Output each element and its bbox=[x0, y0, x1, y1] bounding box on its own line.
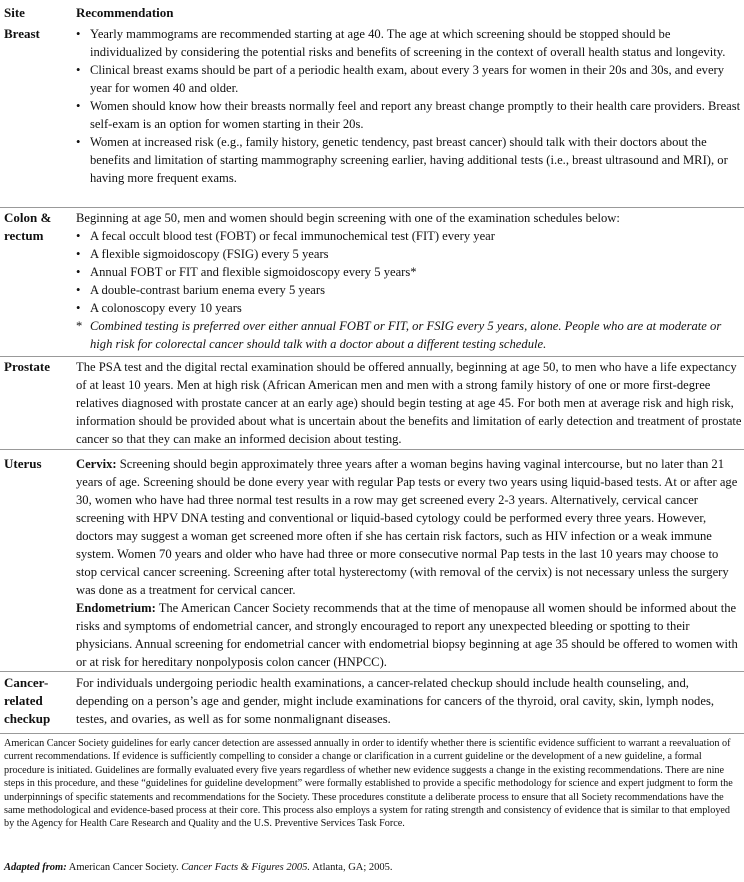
citation-author: American Cancer Society. bbox=[68, 862, 179, 873]
recommendation-cell bbox=[76, 25, 742, 187]
endometrium-body: The American Cancer Society recommends that at the time of menopause all women should be informed about the risks and symptoms of endometrial cancer, and strongly encouraged to report any unexpected bleeding or spotting to their physicians. Annual screening for endometrial cancer with endometrial biopsy beginning at age 35 should be offered to women with or at risk for hereditary nonpolyposis colon cancer (HNPCC). bbox=[76, 601, 738, 669]
site-label: Prostate bbox=[4, 359, 50, 374]
citation-title: Cancer Facts & Figures 2005. bbox=[181, 862, 311, 873]
bullet-item: • A fecal occult blood test (FOBT) or fecal immunochemical test (FIT) every year bbox=[76, 227, 742, 245]
bullet-item: • A colonoscopy every 10 years bbox=[76, 299, 742, 317]
site-label-line: Colon & bbox=[4, 210, 52, 225]
endometrium-text bbox=[76, 599, 742, 671]
bullet-list bbox=[76, 25, 742, 187]
footnote-text: Combined testing is preferred over either annual FOBT or FIT, or FSIG every 5 years, alone. People who are at moderate or high risk for colorectal cancer should talk with a doctor about a different testing schedule. bbox=[90, 319, 722, 351]
bullet-list bbox=[76, 227, 742, 317]
source-citation bbox=[4, 861, 742, 875]
row-divider bbox=[0, 207, 744, 208]
recommendation-text: The PSA test and the digital rectal examination should be offered annually, beginning at age 50, to men who have a life expectancy of at least 10 years. Men at high risk (African American men and men with a strong family history of one or more first-degree relatives diagnosed with prostate cancer at an early age) should begin testing at age 45. For both men at average risk and high risk, information should be provided about what is uncertain about the benefits and limitation of early detection and treatment of prostate cancer so that they can make an informed decision about testing. bbox=[76, 360, 742, 446]
bullet-item: • A double-contrast barium enema every 5 years bbox=[76, 281, 742, 299]
bullet-item: • Annual FOBT or FIT and flexible sigmoidoscopy every 5 years* bbox=[76, 263, 742, 281]
cervix-body: Screening should begin approximately three years after a woman begins having vaginal intercourse, but no later than 21 years of age. Screening should be done every year with regular Pap tests or every two years using liquid-based tests. At or after age 30, women who have had three normal test results in a row may get screened every 2-3 years. Alternatively, cervical cancer screening with HPV DNA testing and conventional or liquid-based cytology could be performed every three years. However, doctors may suggest a woman get screened more often if she has certain risk factors, such as HIV infection or a weak immune system. Women 70 years and older who have had three or more consecutive normal Pap tests in the last 10 years may choose to stop cervical cancer screening. Screening after total hysterectomy (with removal of the cervix) is not necessary unless the surgery was done as a treatment for cervical cancer. bbox=[76, 457, 738, 597]
bullet-item: • Women at increased risk (e.g., family history, genetic tendency, past breast cancer) should talk with their doctors about the benefits and limitation of starting mammography screening earlier, having additional tests (i.e., breast ultrasound and MRI), or having more frequent exams. bbox=[76, 133, 742, 187]
site-label: Uterus bbox=[4, 456, 42, 471]
site-label-line: checkup bbox=[4, 711, 51, 726]
bullet-item: • Women should know how their breasts normally feel and report any breast change promptly to their health care providers. Breast self-exam is an option for women starting in their 20s. bbox=[76, 97, 742, 133]
site-label-line: related bbox=[4, 693, 43, 708]
asterisk-mark: * bbox=[76, 319, 83, 333]
recommendation-cell bbox=[76, 358, 742, 448]
endometrium-label: Endometrium: bbox=[76, 601, 156, 615]
bullet-item: • A flexible sigmoidoscopy (FSIG) every 5 years bbox=[76, 245, 742, 263]
row-divider bbox=[0, 356, 744, 357]
cervix-text bbox=[76, 455, 742, 599]
site-label-line: rectum bbox=[4, 228, 44, 243]
citation-place: Atlanta, GA; 2005. bbox=[312, 862, 393, 873]
bullet-item: • Clinical breast exams should be part of a periodic health exam, about every 3 years for women in their 20s and 30s, and every year for women 40 and older. bbox=[76, 61, 742, 97]
column-header-site: Site bbox=[4, 5, 25, 20]
site-label-line: Cancer- bbox=[4, 675, 49, 690]
citation-label: Adapted from: bbox=[4, 862, 67, 873]
intro-text: Beginning at age 50, men and women should begin screening with one of the examination schedules below: bbox=[76, 211, 620, 225]
methodology-note: American Cancer Society guidelines for early cancer detection are assessed annually in order to identify whether there is scientific evidence sufficient to warrant a reevaluation of current recommendations. If evidence is sufficiently compelling to consider a change or clarification in a current guideline or the development of a new guideline, a formal procedure is initiated. Guidelines are formally evaluated every five years regardless of whether new evidence suggests a change in the existing recommendations. There are nine steps in this procedure, and these “guidelines for guideline development” were formally established to provide a specific methodology for science and expert judgment to form the underpinnings of specific statements and recommendations for the Society. These procedures constitute a deliberate process to ensure that all Society recommendations have the same methodological and evidence-based process at their core. This process also employs a system for rating strength and consistency of evidence that is similar to that employed by the Agency for Health Care Research and Quality and the U.S. Preventive Services Task Force. bbox=[4, 738, 733, 830]
recommendation-cell bbox=[76, 455, 742, 671]
recommendation-cell bbox=[76, 674, 742, 728]
bullet-item: • Yearly mammograms are recommended starting at age 40. The age at which screening should be stopped should be individualized by considering the potential risks and benefits of screening in the context of overall health status and longevity. bbox=[76, 25, 742, 61]
row-divider bbox=[0, 671, 744, 672]
recommendation-cell bbox=[76, 209, 742, 353]
site-label bbox=[4, 209, 51, 245]
site-label: Breast bbox=[4, 26, 40, 41]
column-header-recommendation: Recommendation bbox=[76, 5, 174, 20]
footnote bbox=[76, 317, 742, 353]
cervix-label: Cervix: bbox=[76, 457, 117, 471]
row-divider bbox=[0, 449, 744, 450]
recommendation-text: For individuals undergoing periodic health examinations, a cancer-related checkup should include health counseling, and, depending on a person’s age and gender, might include examinations for cancers of the thyroid, oral cavity, skin, lymph nodes, testes, and ovaries, as well as for some nonmalignant diseases. bbox=[76, 676, 714, 726]
row-divider bbox=[0, 733, 744, 734]
site-label bbox=[4, 674, 50, 728]
